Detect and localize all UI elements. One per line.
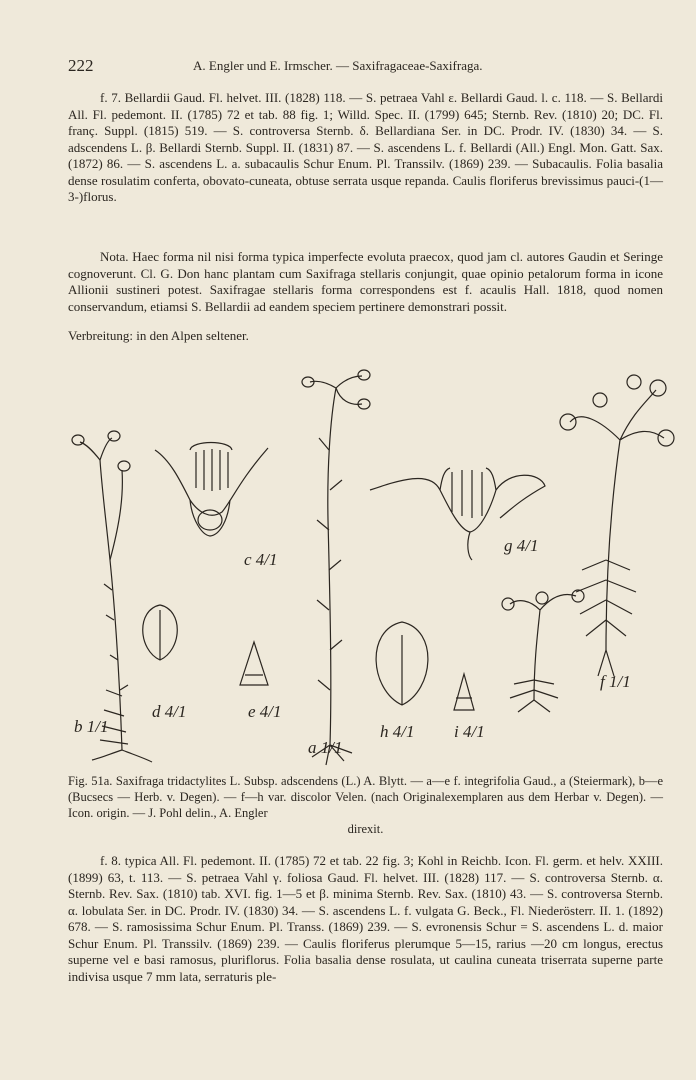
paragraph-typica: f. 8. typica All. Fl. pedemont. II. (1785) 72 et tab. 22 fig. 3; Kohl in Reichb. Icon. Fl. germ. et helv. XXIII. (1899) 63, t. 113. — S. petraea Vahl γ. foliosa Gaud. Fl. helvet. III. (1828) 117. — S. controversa Sternb. α. Sternb. Rev. Sax. (1810) tab. XVI. fig. 1—5 et β. minima Sternb. Rev. Sax. (1810) 43. — S. controversa Sternb. α. lobulata Ser. in DC. Prodr. IV. (1830) 34. — S. ascendens L. f. vulgata G. Beck., Fl. Niederösterr. II. 1. (1892) 678. — S. ramosissima Schur Enum. Pl. Transs. (1869) 239. — S. evronensis Schur = S. ascendens L. d. maior Schur Enum. Pl. Transsilv. (1869) 239. — Caulis floriferus plerumque 5—15, rarius —20 cm longus, erectus superne vel e basi ramosus, pluriflorus. Folia basalia dense rosulata, ut caulina cuneata triserrata superne parte indivisa usque 7 mm lata, serraturis ple-: [68, 853, 663, 984]
sepal-e: [240, 642, 268, 685]
petal-h: [376, 622, 428, 705]
figure-label-g: g 4/1: [504, 536, 539, 555]
figure-caption: [68, 773, 663, 837]
caption-main: Fig. 51a. Saxifraga tridactylites L. Subsp. adscendens (L.) A. Blytt. — a—e f. integrifolia Gaud., a (Steiermark), b—e (Bucsecs — Herb. v. Degen). — f—h var. discolor Velen. (nach Originalexemplaren aus dem Herbar v. Degen). — Icon. origin. — J. Pohl delin., A. Engler: [68, 774, 663, 820]
page-header: [68, 56, 660, 76]
figure-label-h: h 4/1: [380, 722, 415, 741]
page-number: 222: [68, 56, 94, 75]
figure-label-d: d 4/1: [152, 702, 187, 721]
figure-label-e: e 4/1: [248, 702, 282, 721]
plant-b: [72, 431, 152, 762]
running-head: A. Engler und E. Irmscher. — Saxifragaceae-Saxifraga.: [193, 58, 483, 73]
caption-last-line: direxit.: [347, 822, 384, 836]
flower-section-c: [155, 443, 268, 537]
figure-label-f: f 1/1: [600, 672, 631, 691]
paragraph-bellardii: f. 7. Bellardii Gaud. Fl. helvet. III. (1828) 118. — S. petraea Vahl ε. Bellardi Gaud. l. c. 118. — S. Bellardi All. Fl. pedemont. II. (1785) 72 et tab. 88 fig. 1; Willd. Spec. II. (1799) 645; Sternb. Rev. (1810) 20; DC. Fl. franç. Suppl. (1815) 519. — S. controversa Sternb. δ. Bellardiana Ser. in DC. Prodr. IV. (1830) 34. — S. adscendens L. β. Bellardi Sternb. Suppl. II. (1831) 87. — S. ascendens L. f. Bellardi (All.) Engl. Mon. Gatt. Sax. (1872) 86. — S. ascendens L. a. subacaulis Schur Enum. Pl. Transsilv. (1869) 239. — Subacaulis. Folia basalia dense rosulatim conferta, obovato-cuneata, obtuse serrata usque repanda. Caulis floriferus brevissimus pauci-(1—3-)florus.: [68, 90, 663, 204]
botanical-figure: [40, 360, 680, 770]
sepal-i: [454, 674, 474, 710]
paragraph-nota: Nota. Haec forma nil nisi forma typica imperfecte evoluta praecox, quod jam cl. autores Gaudin et Seringe cognoverunt. Cl. G. Don hanc plantam cum Saxifraga stellaris conjungit, quae opinio petalorum forma in icone Allionii sustineri potest. Saxifragae stellaris forma correspondens est f. acaulis Hall. 1818, quod nomen conservandum, etiamsi S. Bellardii ad eandem speciem pertinere demonstrari possit.: [68, 249, 663, 314]
paragraph-verbreitung: Verbreitung: in den Alpen seltener.: [68, 328, 249, 343]
figure-label-i: i 4/1: [454, 722, 485, 741]
figure-label-a: a 1/1: [308, 738, 343, 757]
petal-d: [143, 605, 178, 660]
figure-label-c: c 4/1: [244, 550, 278, 569]
figure-label-b: b 1/1: [74, 717, 109, 736]
plant-a: [302, 370, 370, 765]
figure-drawing: [40, 360, 680, 770]
